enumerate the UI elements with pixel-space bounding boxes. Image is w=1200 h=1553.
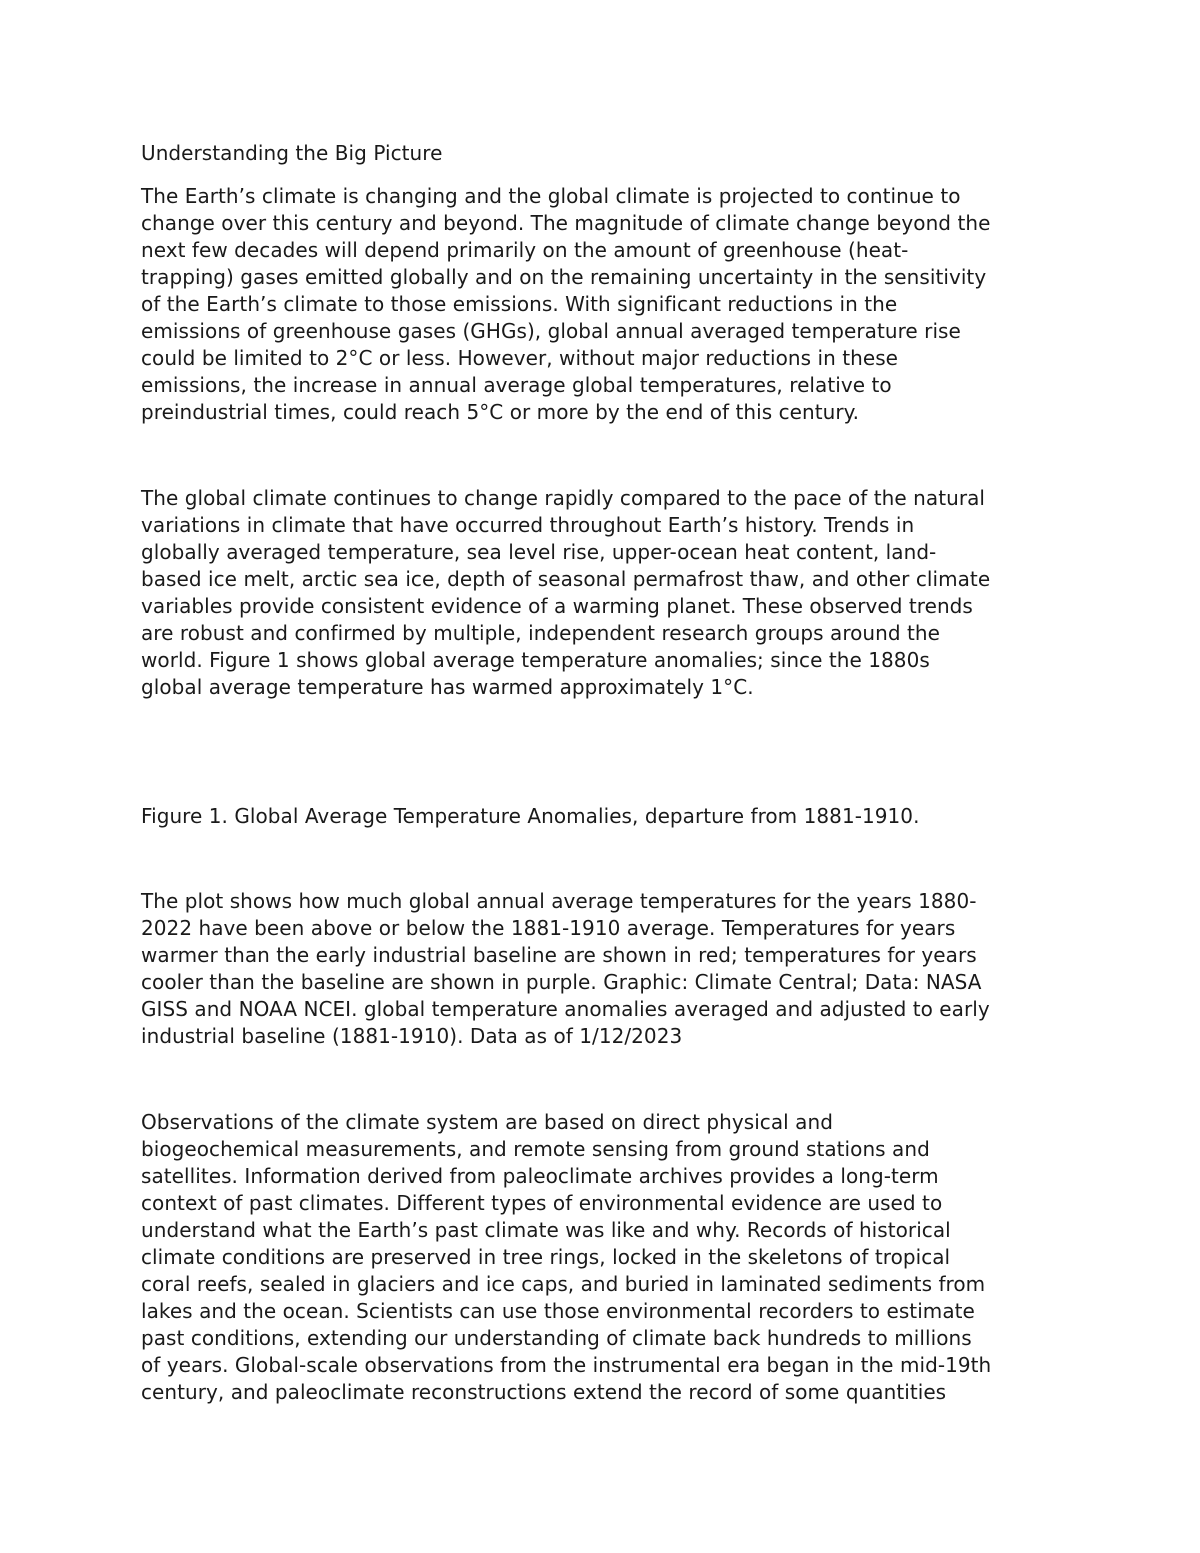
- heading-text: Understanding the Big Picture: [141, 141, 443, 165]
- text-line: understand what the Earth’s past climate was like and why. Records of historical: [141, 1218, 951, 1242]
- text-line: global average temperature has warmed approximately 1°C.: [141, 675, 754, 699]
- text-line: globally averaged temperature, sea level rise, upper-ocean heat content, land-: [141, 540, 937, 564]
- text-line: trapping) gases emitted globally and on the remaining uncertainty in the sensitivity: [141, 265, 987, 289]
- paragraph-intro: [141, 183, 1071, 426]
- text-line: biogeochemical measurements, and remote sensing from ground stations and: [141, 1137, 930, 1161]
- text-line: emissions, the increase in annual average global temperatures, relative to: [141, 373, 892, 397]
- text-line: industrial baseline (1881-1910). Data as of 1/12/2023: [141, 1024, 683, 1048]
- paragraph-observations: [141, 1109, 1071, 1406]
- text-line: next few decades will depend primarily on the amount of greenhouse (heat-: [141, 238, 909, 262]
- text-line: past conditions, extending our understanding of climate back hundreds to millions: [141, 1326, 972, 1350]
- text-line: satellites. Information derived from paleoclimate archives provides a long-term: [141, 1164, 939, 1188]
- text-line: warmer than the early industrial baseline are shown in red; temperatures for years: [141, 943, 977, 967]
- figure-description: [141, 888, 1071, 1050]
- text-line: of the Earth’s climate to those emissions. With significant reductions in the: [141, 292, 898, 316]
- text-line: context of past climates. Different types of environmental evidence are used to: [141, 1191, 943, 1215]
- text-line: preindustrial times, could reach 5°C or more by the end of this century.: [141, 400, 860, 424]
- document-heading: [141, 140, 1071, 167]
- text-line: The plot shows how much global annual average temperatures for the years 1880-: [141, 889, 977, 913]
- text-line: Observations of the climate system are based on direct physical and: [141, 1110, 833, 1134]
- caption-text: Figure 1. Global Average Temperature Anomalies, departure from 1881-1910.: [141, 804, 920, 828]
- text-line: variations in climate that have occurred throughout Earth’s history. Trends in: [141, 513, 915, 537]
- text-line: GISS and NOAA NCEI. global temperature anomalies averaged and adjusted to early: [141, 997, 990, 1021]
- text-line: could be limited to 2°C or less. However, without major reductions in these: [141, 346, 899, 370]
- text-line: 2022 have been above or below the 1881-1910 average. Temperatures for years: [141, 916, 956, 940]
- text-line: lakes and the ocean. Scientists can use those environmental recorders to estimate: [141, 1299, 975, 1323]
- text-line: century, and paleoclimate reconstructions extend the record of some quantities: [141, 1380, 947, 1404]
- text-line: change over this century and beyond. The magnitude of climate change beyond the: [141, 211, 991, 235]
- text-line: world. Figure 1 shows global average temperature anomalies; since the 1880s: [141, 648, 930, 672]
- text-line: climate conditions are preserved in tree rings, locked in the skeletons of tropical: [141, 1245, 951, 1269]
- text-line: are robust and confirmed by multiple, independent research groups around the: [141, 621, 941, 645]
- text-line: of years. Global-scale observations from the instrumental era began in the mid-19th: [141, 1353, 992, 1377]
- text-line: coral reefs, sealed in glaciers and ice caps, and buried in laminated sediments from: [141, 1272, 986, 1296]
- text-line: based ice melt, arctic sea ice, depth of seasonal permafrost thaw, and other climate: [141, 567, 991, 591]
- text-line: The global climate continues to change rapidly compared to the pace of the natural: [141, 486, 986, 510]
- text-line: cooler than the baseline are shown in purple. Graphic: Climate Central; Data: NASA: [141, 970, 982, 994]
- figure-caption: [141, 803, 1071, 830]
- paragraph-trends: [141, 485, 1071, 701]
- text-line: emissions of greenhouse gases (GHGs), global annual averaged temperature rise: [141, 319, 961, 343]
- text-line: The Earth’s climate is changing and the global climate is projected to continue to: [141, 184, 961, 208]
- text-line: variables provide consistent evidence of a warming planet. These observed trends: [141, 594, 973, 618]
